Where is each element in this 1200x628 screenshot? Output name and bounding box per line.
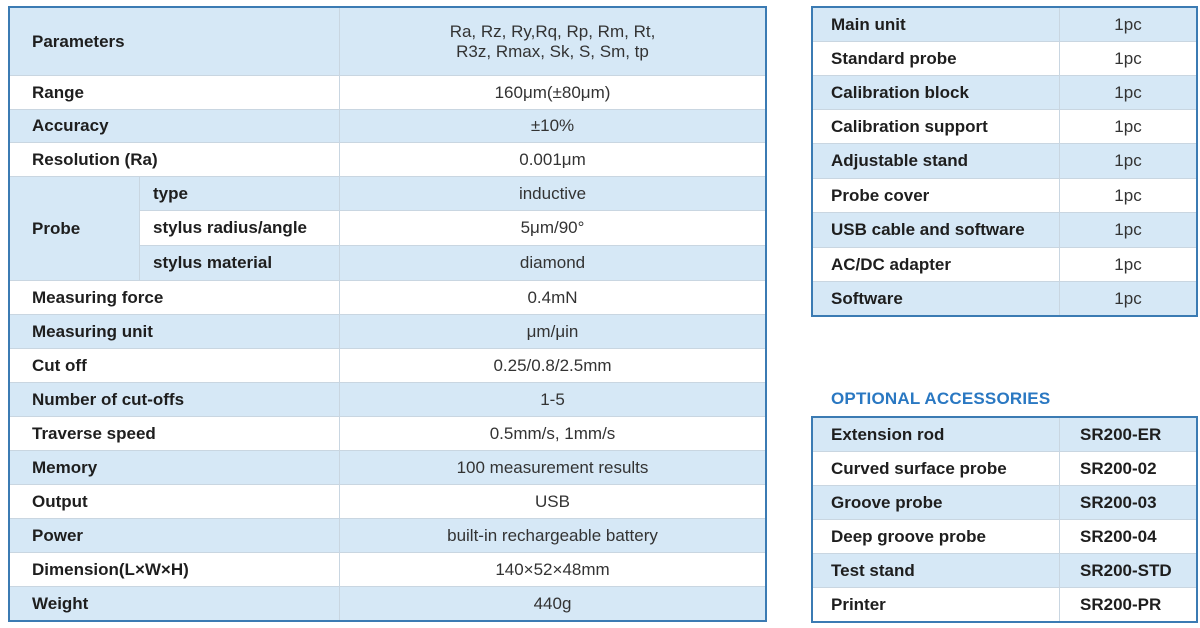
optional-accessories-table bbox=[812, 417, 1197, 622]
standard-item-qty: 1pc bbox=[1060, 110, 1197, 144]
spec-label: Accuracy bbox=[10, 110, 340, 143]
optional-item-name: Printer bbox=[813, 588, 1060, 622]
spec-value-line: R3z, Rmax, Sk, S, Sm, tp bbox=[456, 41, 649, 61]
spec-label: Output bbox=[10, 485, 340, 519]
optional-item-code: SR200-03 bbox=[1060, 486, 1197, 520]
spec-row-parameters bbox=[10, 8, 766, 76]
spec-value: 0.001μm bbox=[340, 143, 766, 177]
standard-item-name: Calibration support bbox=[813, 110, 1060, 144]
optional-item-code: SR200-04 bbox=[1060, 520, 1197, 554]
spec-label: Weight bbox=[10, 587, 340, 621]
optional-item-name: Extension rod bbox=[813, 418, 1060, 452]
spec-row bbox=[10, 519, 766, 553]
optional-item-row bbox=[813, 554, 1197, 588]
spec-row-probe bbox=[10, 177, 766, 211]
optional-item-row bbox=[813, 486, 1197, 520]
standard-item-row bbox=[813, 42, 1197, 76]
standard-item-row bbox=[813, 282, 1197, 316]
optional-item-code: SR200-02 bbox=[1060, 452, 1197, 486]
probe-label: Probe bbox=[10, 177, 140, 281]
standard-item-row bbox=[813, 76, 1197, 110]
standard-item-name: Calibration block bbox=[813, 76, 1060, 110]
spec-value-line: Ra, Rz, Ry,Rq, Rp, Rm, Rt, bbox=[449, 21, 656, 41]
spec-value: 0.4mN bbox=[340, 281, 766, 315]
standard-item-name: Software bbox=[813, 282, 1060, 316]
spec-label: Range bbox=[10, 76, 340, 110]
standard-item-name: AC/DC adapter bbox=[813, 248, 1060, 282]
spec-sublabel: type bbox=[140, 177, 340, 211]
optional-item-row bbox=[813, 452, 1197, 486]
spec-row bbox=[10, 76, 766, 110]
spec-label: Number of cut-offs bbox=[10, 383, 340, 417]
spec-row bbox=[10, 143, 766, 177]
spec-row bbox=[10, 451, 766, 485]
spec-row bbox=[10, 417, 766, 451]
spec-value: diamond bbox=[340, 246, 766, 281]
spec-label: Traverse speed bbox=[10, 417, 340, 451]
optional-item-code: SR200-PR bbox=[1060, 588, 1197, 622]
spec-row bbox=[10, 281, 766, 315]
standard-item-name: Standard probe bbox=[813, 42, 1060, 76]
spec-label: Cut off bbox=[10, 349, 340, 383]
standard-item-row bbox=[813, 213, 1197, 248]
standard-item-qty: 1pc bbox=[1060, 213, 1197, 248]
spec-row bbox=[10, 315, 766, 349]
spec-value: 140×52×48mm bbox=[340, 553, 766, 587]
spec-value bbox=[340, 8, 766, 76]
spec-value: 0.5mm/s, 1mm/s bbox=[340, 417, 766, 451]
standard-item-name: USB cable and software bbox=[813, 213, 1060, 248]
standard-item-qty: 1pc bbox=[1060, 179, 1197, 213]
spec-row bbox=[10, 383, 766, 417]
standard-item-qty: 1pc bbox=[1060, 144, 1197, 179]
spec-value: 160μm(±80μm) bbox=[340, 76, 766, 110]
optional-accessories-title: OPTIONAL ACCESSORIES bbox=[831, 389, 1051, 408]
optional-item-name: Deep groove probe bbox=[813, 520, 1060, 554]
spec-value: USB bbox=[340, 485, 766, 519]
spec-label: Measuring unit bbox=[10, 315, 340, 349]
spec-label: Dimension(L×W×H) bbox=[10, 553, 340, 587]
optional-item-row bbox=[813, 520, 1197, 554]
spec-value: 1-5 bbox=[340, 383, 766, 417]
spec-label: Memory bbox=[10, 451, 340, 485]
spec-value: 5μm/90° bbox=[340, 211, 766, 246]
spec-value: inductive bbox=[340, 177, 766, 211]
spec-label: Power bbox=[10, 519, 340, 553]
standard-item-row bbox=[813, 8, 1197, 42]
spec-value: ±10% bbox=[340, 110, 766, 143]
standard-item-row bbox=[813, 144, 1197, 179]
standard-item-name: Main unit bbox=[813, 8, 1060, 42]
optional-item-row bbox=[813, 418, 1197, 452]
standard-item-qty: 1pc bbox=[1060, 282, 1197, 316]
spec-value: 440g bbox=[340, 587, 766, 621]
spec-row bbox=[10, 349, 766, 383]
spec-value: 0.25/0.8/2.5mm bbox=[340, 349, 766, 383]
spec-row bbox=[10, 110, 766, 143]
spec-row bbox=[10, 553, 766, 587]
spec-value: μm/μin bbox=[340, 315, 766, 349]
spec-label: Measuring force bbox=[10, 281, 340, 315]
spec-sublabel: stylus radius/angle bbox=[140, 211, 340, 246]
standard-item-qty: 1pc bbox=[1060, 42, 1197, 76]
optional-item-row bbox=[813, 588, 1197, 622]
specifications-table bbox=[9, 7, 766, 621]
spec-sublabel: stylus material bbox=[140, 246, 340, 281]
standard-item-qty: 1pc bbox=[1060, 76, 1197, 110]
standard-item-row bbox=[813, 248, 1197, 282]
standard-item-name: Adjustable stand bbox=[813, 144, 1060, 179]
optional-item-code: SR200-STD bbox=[1060, 554, 1197, 588]
optional-item-name: Test stand bbox=[813, 554, 1060, 588]
spec-label: Parameters bbox=[10, 8, 340, 76]
optional-item-code: SR200-ER bbox=[1060, 418, 1197, 452]
standard-item-row bbox=[813, 110, 1197, 144]
spec-row bbox=[10, 485, 766, 519]
standard-item-name: Probe cover bbox=[813, 179, 1060, 213]
spec-row bbox=[10, 587, 766, 621]
standard-item-qty: 1pc bbox=[1060, 248, 1197, 282]
spec-value: built-in rechargeable battery bbox=[340, 519, 766, 553]
standard-delivery-table bbox=[812, 7, 1197, 316]
spec-value: 100 measurement results bbox=[340, 451, 766, 485]
spec-label: Resolution (Ra) bbox=[10, 143, 340, 177]
optional-item-name: Groove probe bbox=[813, 486, 1060, 520]
standard-item-row bbox=[813, 179, 1197, 213]
standard-item-qty: 1pc bbox=[1060, 8, 1197, 42]
optional-item-name: Curved surface probe bbox=[813, 452, 1060, 486]
